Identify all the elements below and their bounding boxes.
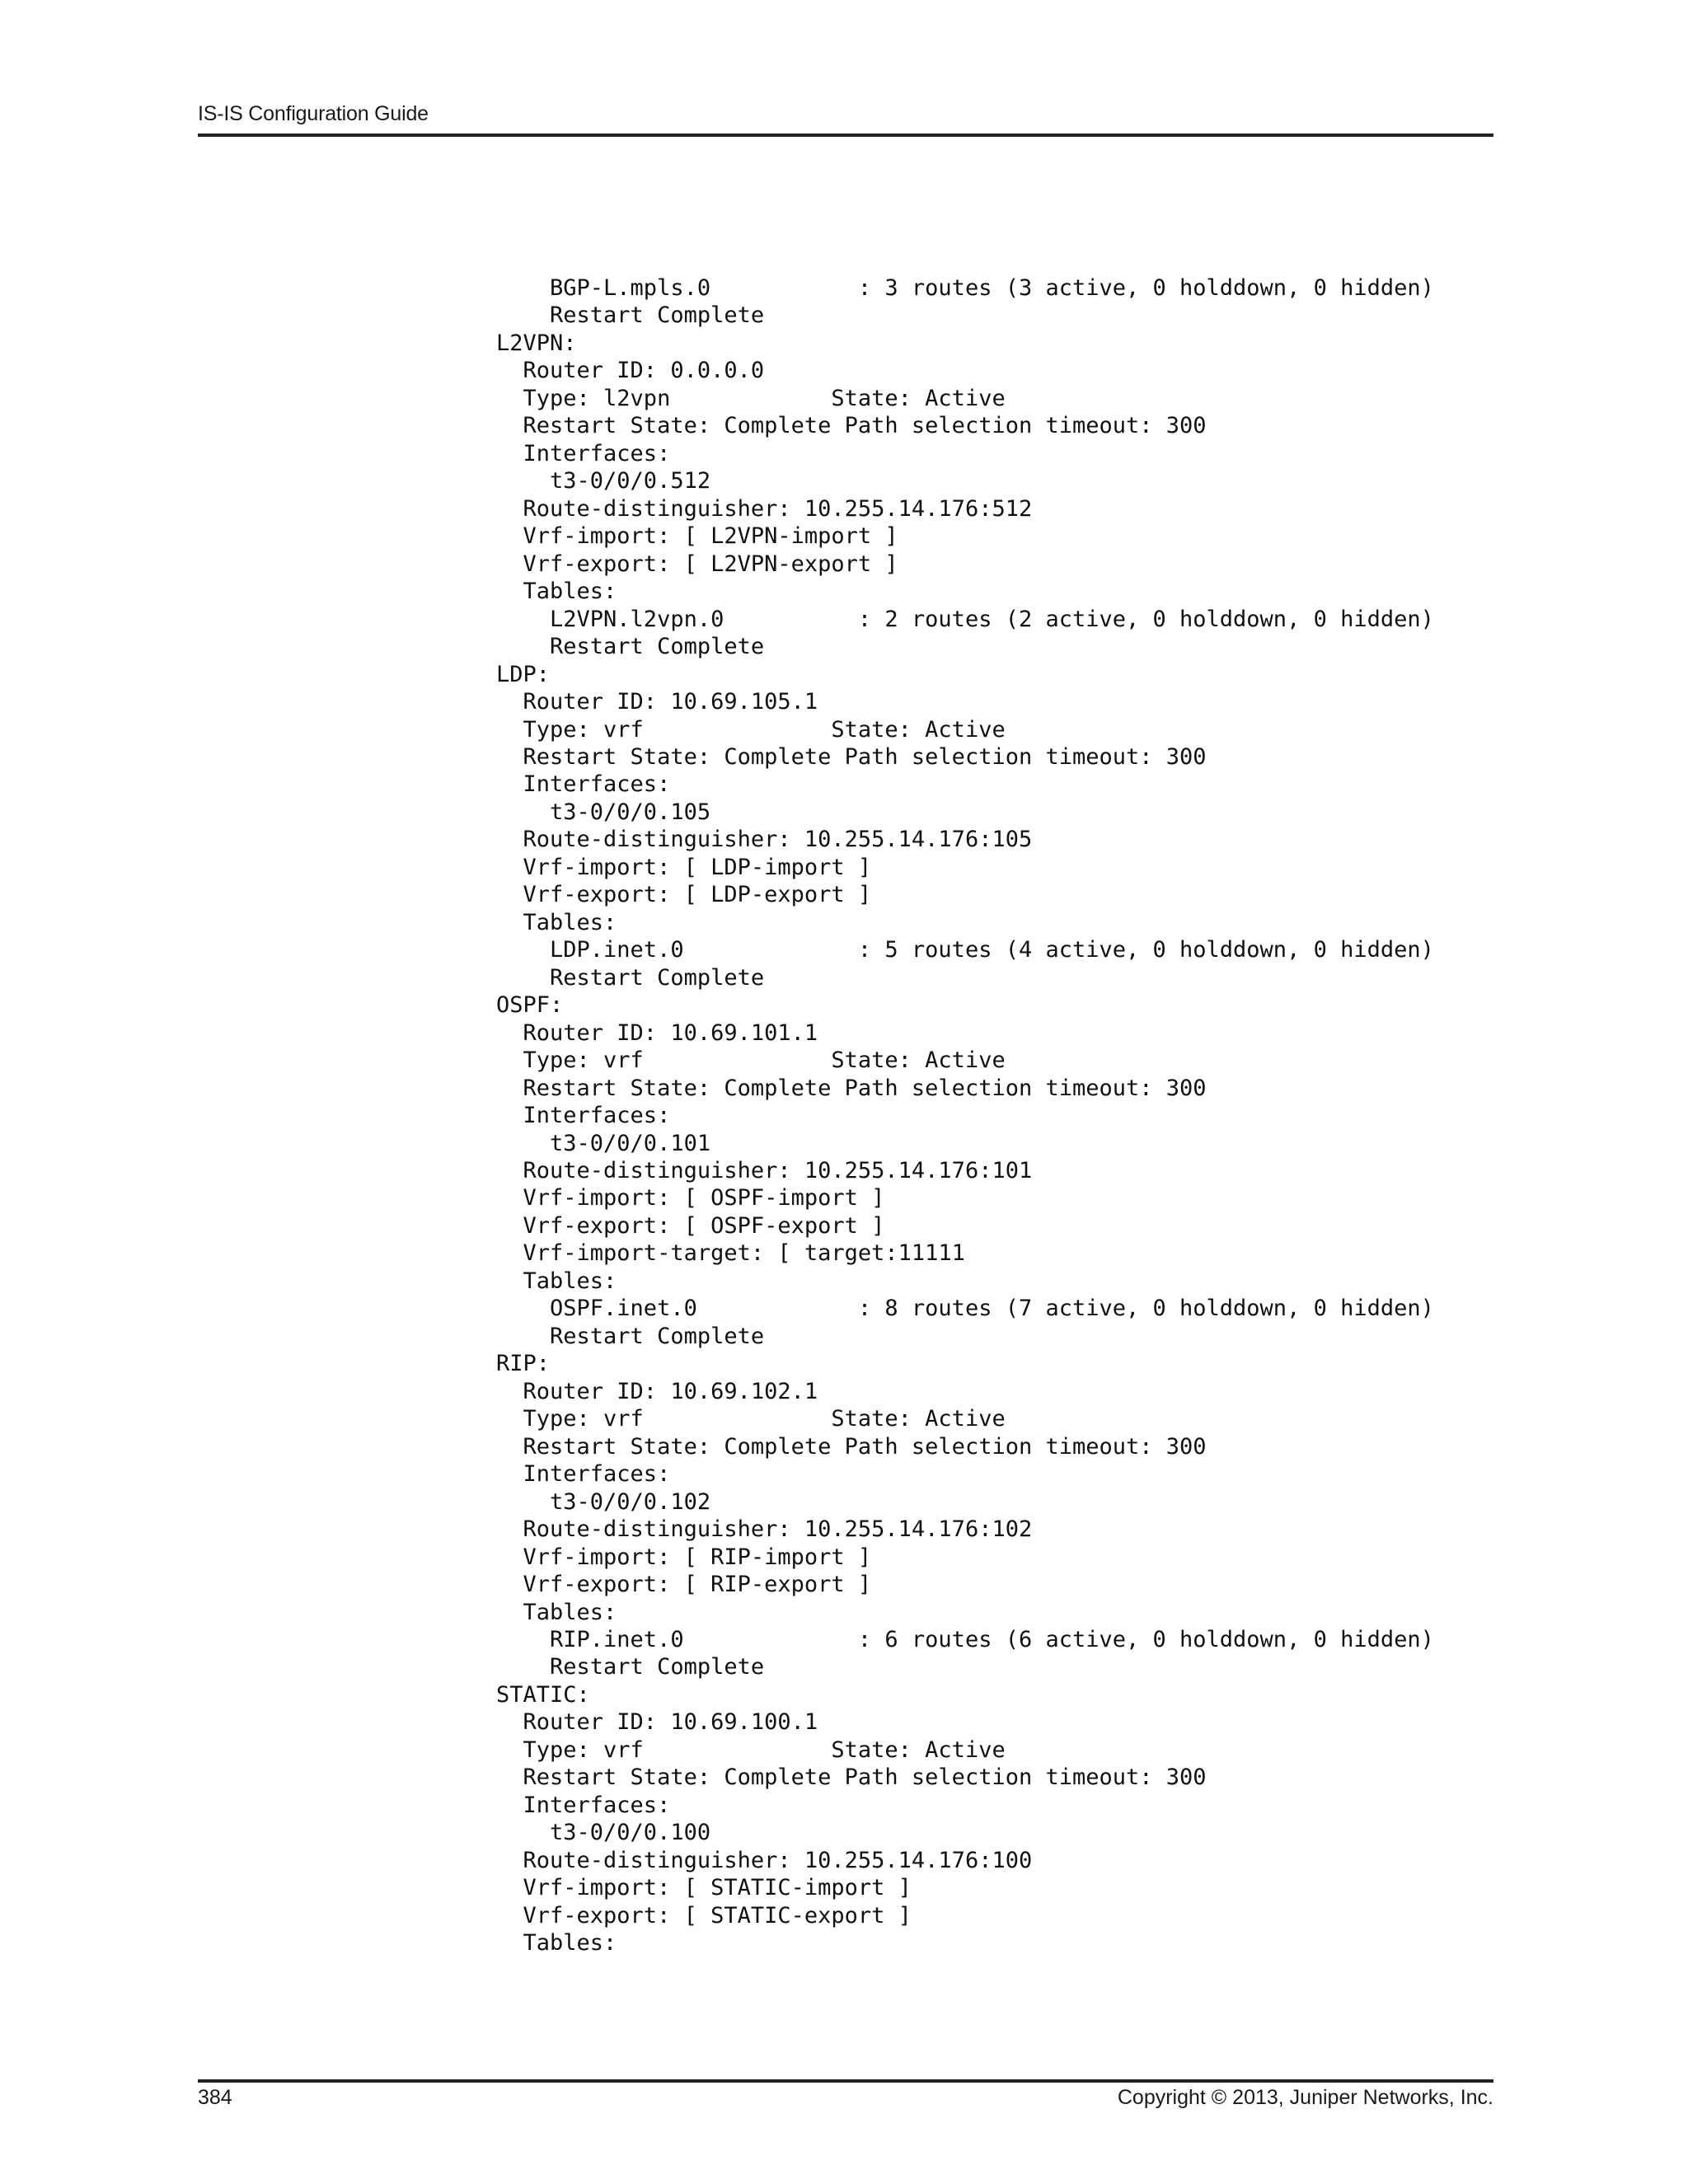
code-line: Restart Complete bbox=[496, 1654, 765, 1680]
code-line: LDP.inet.0 : 5 routes (4 active, 0 holddown, 0 hidden) bbox=[496, 937, 1434, 963]
code-line: Vrf-import: [ LDP-import ] bbox=[496, 854, 872, 880]
code-line: Vrf-import-target: [ target:11111 bbox=[496, 1240, 965, 1267]
code-line: Router ID: 10.69.102.1 bbox=[496, 1378, 818, 1404]
code-line: OSPF.inet.0 : 8 routes (7 active, 0 holddown, 0 hidden) bbox=[496, 1296, 1434, 1322]
code-line: Router ID: 10.69.101.1 bbox=[496, 1019, 818, 1046]
running-header: IS-IS Configuration Guide bbox=[198, 102, 429, 125]
code-line: Route-distinguisher: 10.255.14.176:100 bbox=[496, 1847, 1033, 1873]
code-line: L2VPN: bbox=[496, 330, 577, 356]
code-line: Tables: bbox=[496, 909, 617, 935]
code-line: BGP-L.mpls.0 : 3 routes (3 active, 0 holddown, 0 hidden) bbox=[496, 275, 1434, 301]
code-line: t3-0/0/0.512 bbox=[496, 468, 711, 494]
code-line: Vrf-export: [ LDP-export ] bbox=[496, 882, 872, 908]
code-line: Router ID: 10.69.100.1 bbox=[496, 1709, 818, 1736]
code-line: Type: vrf State: Active bbox=[496, 1736, 1006, 1763]
code-line: Type: vrf State: Active bbox=[496, 1406, 1006, 1432]
code-line: t3-0/0/0.102 bbox=[496, 1488, 711, 1515]
code-line: Vrf-export: [ RIP-export ] bbox=[496, 1572, 872, 1598]
code-line: Vrf-import: [ STATIC-import ] bbox=[496, 1875, 912, 1901]
code-line: STATIC: bbox=[496, 1681, 590, 1708]
code-line: Route-distinguisher: 10.255.14.176:102 bbox=[496, 1516, 1033, 1543]
code-line: Interfaces: bbox=[496, 771, 671, 798]
code-line: Tables: bbox=[496, 579, 617, 605]
code-line: Tables: bbox=[496, 1930, 617, 1957]
code-line: Restart State: Complete Path selection timeout: 300 bbox=[496, 1433, 1207, 1460]
code-line: OSPF: bbox=[496, 992, 564, 1019]
code-line: Interfaces: bbox=[496, 1461, 671, 1488]
code-line: Router ID: 10.69.105.1 bbox=[496, 689, 818, 715]
code-line: Interfaces: bbox=[496, 440, 671, 466]
code-line: Restart Complete bbox=[496, 1323, 765, 1349]
code-line: Interfaces: bbox=[496, 1103, 671, 1129]
header-rule bbox=[198, 134, 1493, 137]
code-line: Restart State: Complete Path selection timeout: 300 bbox=[496, 1765, 1207, 1791]
code-line: Restart State: Complete Path selection timeout: 300 bbox=[496, 413, 1207, 439]
code-line: Route-distinguisher: 10.255.14.176:101 bbox=[496, 1158, 1033, 1183]
code-line: Vrf-import: [ OSPF-import ] bbox=[496, 1185, 885, 1212]
code-line: Restart Complete bbox=[496, 302, 765, 329]
page-number: 384 bbox=[198, 2086, 232, 2109]
code-line: RIP.inet.0 : 6 routes (6 active, 0 holddown, 0 hidden) bbox=[496, 1626, 1434, 1652]
code-line: Restart Complete bbox=[496, 634, 765, 660]
code-line: Route-distinguisher: 10.255.14.176:105 bbox=[496, 827, 1033, 853]
code-line: Type: l2vpn State: Active bbox=[496, 385, 1006, 411]
code-line: t3-0/0/0.100 bbox=[496, 1820, 711, 1846]
code-line: t3-0/0/0.101 bbox=[496, 1130, 711, 1156]
code-line: Type: vrf State: Active bbox=[496, 1047, 1006, 1074]
code-line: Vrf-export: [ OSPF-export ] bbox=[496, 1212, 885, 1239]
footer-rule bbox=[198, 2079, 1493, 2083]
code-line: RIP: bbox=[496, 1351, 551, 1377]
code-line: Type: vrf State: Active bbox=[496, 716, 1006, 743]
code-line: Vrf-export: [ STATIC-export ] bbox=[496, 1902, 912, 1929]
code-line: Vrf-import: [ RIP-import ] bbox=[496, 1544, 872, 1570]
code-line: Restart State: Complete Path selection timeout: 300 bbox=[496, 1075, 1207, 1101]
code-line: Vrf-import: [ L2VPN-import ] bbox=[496, 523, 898, 550]
code-line: Route-distinguisher: 10.255.14.176:512 bbox=[496, 495, 1033, 522]
code-line: L2VPN.l2vpn.0 : 2 routes (2 active, 0 holddown, 0 hidden) bbox=[496, 606, 1434, 632]
code-line: Vrf-export: [ L2VPN-export ] bbox=[496, 551, 898, 577]
code-line: Tables: bbox=[496, 1268, 617, 1294]
copyright-notice: Copyright © 2013, Juniper Networks, Inc. bbox=[1117, 2086, 1493, 2109]
code-line: t3-0/0/0.105 bbox=[496, 799, 711, 825]
code-line: Tables: bbox=[496, 1599, 617, 1625]
code-line: Interfaces: bbox=[496, 1792, 671, 1818]
code-line: LDP: bbox=[496, 661, 551, 687]
code-block bbox=[496, 274, 1434, 1957]
code-line: Router ID: 0.0.0.0 bbox=[496, 358, 765, 384]
code-line: Restart State: Complete Path selection timeout: 300 bbox=[496, 743, 1207, 770]
code-line: Restart Complete bbox=[496, 964, 765, 991]
